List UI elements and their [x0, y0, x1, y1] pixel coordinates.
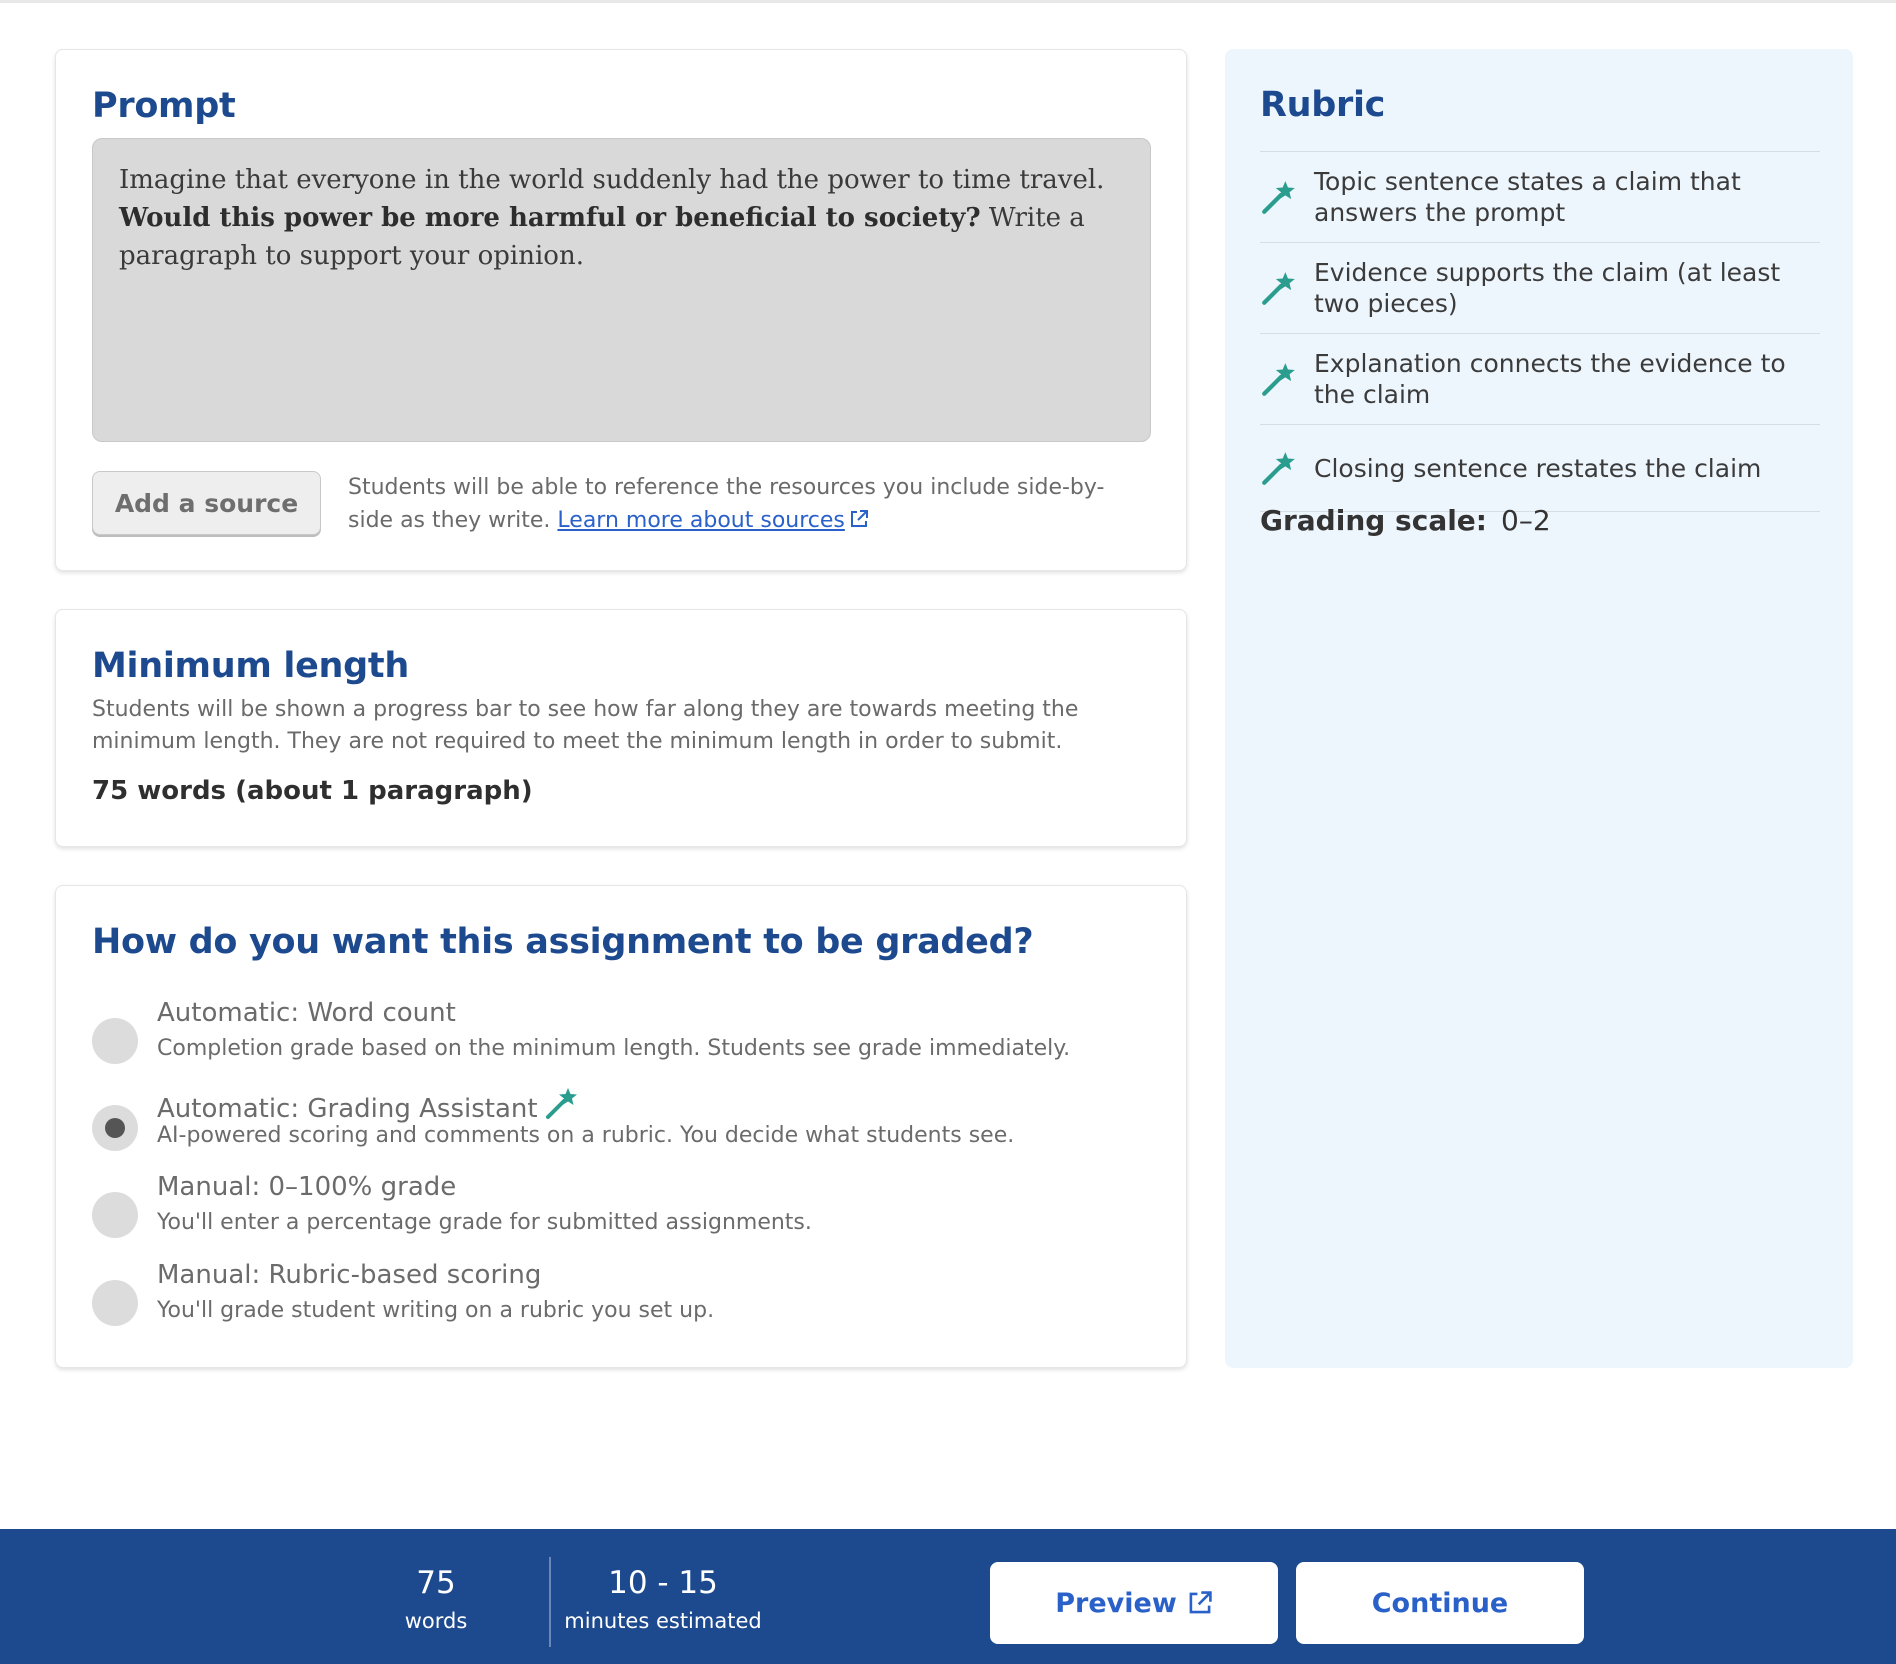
rubric-item-text: Evidence supports the claim (at least two pieces) — [1314, 258, 1781, 318]
prompt-title: Prompt — [92, 86, 236, 126]
radio-manual-percent[interactable] — [92, 1192, 138, 1238]
rubric-item-text: Closing sentence restates the claim — [1314, 453, 1762, 483]
prompt-text-start: Imagine that everyone in the world suddenly had the power to time travel. — [119, 165, 1105, 195]
magic-wand-icon — [1260, 178, 1298, 216]
minimum-length-title: Minimum length — [92, 646, 409, 686]
rubric-item-text: Topic sentence states a claim that answers the prompt — [1314, 167, 1741, 227]
external-link-icon — [1187, 1590, 1213, 1616]
rubric-item — [1260, 333, 1820, 424]
word-count-stat — [386, 1565, 486, 1633]
grading-scale — [1260, 504, 1551, 537]
magic-wand-icon — [1260, 360, 1298, 398]
time-estimate-number: 10 - 15 — [608, 1565, 718, 1601]
source-help-text — [348, 471, 1108, 537]
time-estimate-stat — [563, 1565, 763, 1633]
grading-scale-value: 0–2 — [1501, 504, 1551, 537]
minimum-length-card — [55, 609, 1187, 847]
radio-manual-rubric[interactable] — [92, 1280, 138, 1326]
option-description: Completion grade based on the minimum length. Students see grade immediately. — [157, 1036, 1071, 1061]
preview-label: Preview — [1055, 1587, 1177, 1619]
continue-button[interactable]: Continue — [1296, 1562, 1584, 1644]
option-title: Automatic: Grading Assistant — [157, 1094, 538, 1124]
magic-wand-icon — [544, 1085, 580, 1121]
option-title: Manual: Rubric-based scoring — [157, 1260, 542, 1290]
grading-title: How do you want this assignment to be graded? — [92, 922, 1034, 962]
add-source-button[interactable]: Add a source — [92, 471, 321, 535]
source-help-body: Students will be able to reference the resources you include side-by-side as they write. — [348, 475, 1105, 533]
radio-grading-assistant[interactable] — [92, 1105, 138, 1151]
rubric-item — [1260, 242, 1820, 333]
grading-option-word-count[interactable] — [92, 998, 1152, 1068]
prompt-text-bold: Would this power be more harmful or beneficial to society? — [119, 203, 981, 233]
footer-bar — [0, 1529, 1896, 1664]
footer-divider — [549, 1557, 551, 1647]
preview-button[interactable] — [990, 1562, 1278, 1644]
rubric-item-text: Explanation connects the evidence to the claim — [1314, 349, 1786, 409]
grading-scale-label: Grading scale: — [1260, 504, 1487, 537]
minimum-length-value[interactable]: 75 words (about 1 paragraph) — [92, 776, 533, 806]
magic-wand-icon — [1260, 269, 1298, 307]
external-link-icon — [849, 509, 869, 529]
rubric-item — [1260, 151, 1820, 242]
minimum-length-description: Students will be shown a progress bar to see how far along they are towards meeting the minimum length. They are not required to meet the minimum length in order to submit. — [92, 697, 1079, 754]
option-title-wrap — [157, 1085, 580, 1124]
time-estimate-label: minutes estimated — [564, 1609, 762, 1633]
option-description: You'll enter a percentage grade for submitted assignments. — [157, 1210, 812, 1235]
grading-option-manual-rubric[interactable] — [92, 1260, 1152, 1330]
rubric-title: Rubric — [1260, 85, 1386, 125]
rubric-item — [1260, 424, 1820, 512]
radio-word-count[interactable] — [92, 1018, 138, 1064]
magic-wand-icon — [1260, 449, 1298, 487]
option-description: AI-powered scoring and comments on a rubric. You decide what students see. — [157, 1123, 1015, 1148]
grading-option-manual-percent[interactable] — [92, 1172, 1152, 1242]
grading-option-grading-assistant[interactable] — [92, 1085, 1152, 1155]
option-title: Automatic: Word count — [157, 998, 456, 1028]
prompt-text-end: Write a paragraph to support your opinion. — [119, 203, 1085, 271]
word-count-label: words — [404, 1609, 468, 1633]
option-title: Manual: 0–100% grade — [157, 1172, 457, 1202]
rubric-panel — [1225, 49, 1853, 1368]
word-count-number: 75 — [416, 1565, 456, 1601]
top-divider — [0, 0, 1896, 3]
learn-more-sources-link[interactable] — [557, 508, 868, 533]
learn-more-sources-label: Learn more about sources — [557, 508, 845, 533]
prompt-card — [55, 49, 1187, 571]
rubric-list — [1260, 151, 1820, 512]
prompt-text-box[interactable] — [92, 138, 1151, 442]
option-description: You'll grade student writing on a rubric you set up. — [157, 1298, 715, 1323]
grading-card — [55, 885, 1187, 1368]
